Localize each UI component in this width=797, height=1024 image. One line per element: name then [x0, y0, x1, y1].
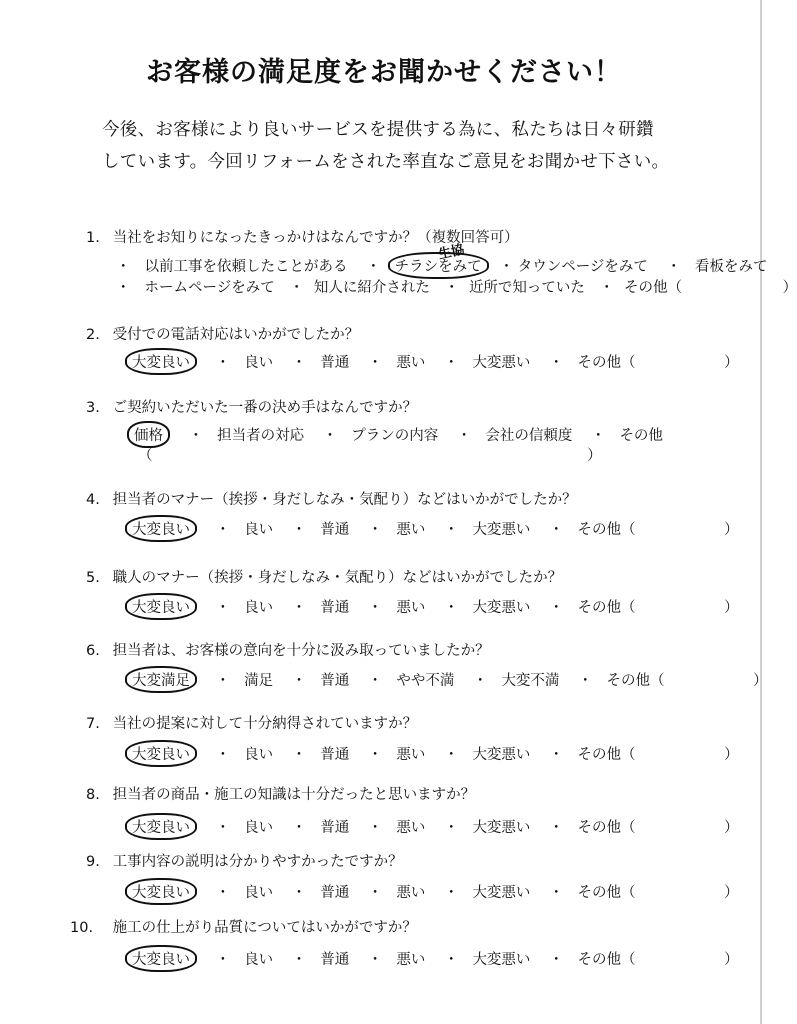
separator: ・: [291, 673, 307, 689]
option-selected[interactable]: 大変良い: [125, 945, 197, 972]
separator: ・: [215, 747, 231, 763]
option[interactable]: 普通: [320, 355, 350, 371]
option[interactable]: 悪い: [396, 522, 426, 538]
separator: ・: [472, 673, 488, 689]
paren-open: （: [138, 448, 153, 464]
separator: ・: [291, 820, 307, 836]
option[interactable]: 普通: [320, 885, 350, 901]
separator: ・: [443, 600, 459, 616]
separator: ・: [666, 259, 682, 275]
option-selected[interactable]: チラシをみて: [388, 252, 489, 279]
option[interactable]: 普通: [320, 820, 350, 836]
separator: ・: [215, 885, 231, 901]
option-selected[interactable]: 大変良い: [125, 813, 197, 840]
question-text: ご契約いただいた一番の決め手はなんですか？: [112, 400, 418, 416]
option[interactable]: 悪い: [396, 600, 426, 616]
option[interactable]: 良い: [244, 522, 274, 538]
intro-line-2: しています。今回リフォームをされた率直なご意見をお聞かせ下さい。: [102, 152, 670, 172]
option-selected[interactable]: 大変良い: [125, 593, 197, 620]
separator: ・: [215, 952, 231, 968]
question-number: 2.: [86, 327, 100, 343]
option-selected[interactable]: 価格: [127, 421, 170, 448]
intro-line-1: 今後、お客様により良いサービスを提供する為に、私たちは日々研鑽: [102, 120, 654, 140]
paren-close: ）: [724, 747, 739, 763]
separator: ・: [116, 280, 131, 296]
question-9-options: [132, 878, 739, 905]
option-other[interactable]: その他（: [577, 600, 636, 616]
option[interactable]: 悪い: [396, 885, 426, 901]
option-other[interactable]: その他: [619, 428, 663, 444]
option[interactable]: 知人に紹介された: [313, 280, 430, 296]
separator: ・: [443, 747, 459, 763]
question-6: [86, 639, 726, 660]
option[interactable]: 普通: [320, 522, 350, 538]
question-text: 当社をお知りになったきっかけはなんですか？（複数回答可）: [112, 230, 519, 246]
option[interactable]: 悪い: [396, 820, 426, 836]
separator: ・: [549, 747, 564, 763]
question-8: [86, 783, 726, 804]
separator: ・: [116, 259, 131, 275]
handwritten-note: 生協: [437, 242, 466, 263]
question-number: 5.: [86, 570, 100, 586]
separator: ・: [549, 820, 564, 836]
question-4-options: [132, 515, 739, 542]
question-number: 8.: [86, 787, 100, 803]
option[interactable]: 普通: [320, 952, 350, 968]
paren-close: ）: [587, 448, 602, 464]
option-selected[interactable]: 大変良い: [125, 348, 197, 375]
question-text: 施工の仕上がり品質についてはいかがですか？: [112, 920, 417, 936]
option-other[interactable]: その他（: [577, 885, 636, 901]
separator: ・: [215, 522, 231, 538]
separator: ・: [367, 673, 383, 689]
question-2: [86, 323, 726, 344]
separator: ・: [549, 355, 564, 371]
option[interactable]: プランの内容: [351, 428, 439, 444]
separator: ・: [367, 952, 383, 968]
question-7-options: [132, 740, 739, 767]
question-3: [86, 396, 726, 417]
separator: ・: [291, 885, 307, 901]
option[interactable]: 大変悪い: [472, 885, 531, 901]
question-text: 職人のマナー（挨拶・身だしなみ・気配り）などはいかがでしたか？: [112, 570, 563, 586]
separator: ・: [322, 428, 338, 444]
separator: ・: [549, 600, 564, 616]
separator: ・: [215, 355, 231, 371]
separator: ・: [549, 522, 564, 538]
option[interactable]: 悪い: [396, 747, 426, 763]
question-number: 10.: [70, 920, 94, 936]
separator: ・: [367, 885, 383, 901]
separator: ・: [499, 259, 514, 275]
separator: ・: [549, 885, 564, 901]
separator: ・: [291, 522, 307, 538]
separator: ・: [291, 355, 307, 371]
option[interactable]: やや不満: [396, 673, 455, 689]
option[interactable]: 普通: [320, 600, 350, 616]
question-number: 6.: [86, 643, 100, 659]
option[interactable]: 担当者の対応: [217, 428, 305, 444]
option[interactable]: 満足: [244, 673, 274, 689]
question-number: 1.: [86, 230, 100, 246]
question-5: [86, 566, 726, 587]
question-2-options: [132, 348, 739, 375]
paren-close: ）: [782, 280, 797, 296]
option[interactable]: 良い: [244, 952, 274, 968]
option[interactable]: 大変悪い: [472, 952, 531, 968]
separator: ・: [590, 428, 606, 444]
option[interactable]: 看板をみて: [695, 259, 768, 275]
separator: ・: [456, 428, 472, 444]
paren-close: ）: [753, 673, 768, 689]
option[interactable]: 良い: [244, 885, 274, 901]
question-text: 当社の提案に対して十分納得されていますか？: [112, 716, 418, 732]
option[interactable]: タウンページをみて: [517, 259, 648, 275]
separator: ・: [443, 355, 459, 371]
paren-close: ）: [724, 885, 739, 901]
option[interactable]: 普通: [320, 673, 350, 689]
separator: ・: [366, 259, 381, 275]
separator: ・: [549, 952, 564, 968]
question-text: 担当者は、お客様の意向を十分に汲み取っていましたか？: [112, 643, 490, 659]
option-selected[interactable]: 大変良い: [125, 515, 197, 542]
question-9: [86, 850, 726, 871]
separator: ・: [367, 820, 383, 836]
question-10-options: [132, 945, 739, 972]
option-selected[interactable]: 大変良い: [125, 878, 197, 905]
separator: ・: [443, 952, 459, 968]
separator: ・: [443, 522, 459, 538]
option[interactable]: 以前工事を依頼したことがある: [144, 259, 348, 275]
question-number: 3.: [86, 400, 100, 416]
question-number: 7.: [86, 716, 100, 732]
separator: ・: [289, 280, 304, 296]
option[interactable]: ホームページをみて: [144, 280, 275, 296]
separator: ・: [367, 355, 383, 371]
question-text: 受付での電話対応はいかがでしたか？: [112, 327, 360, 343]
option[interactable]: 良い: [244, 355, 274, 371]
question-1-options-row-2: [116, 276, 797, 297]
separator: ・: [444, 280, 459, 296]
option[interactable]: 悪い: [396, 952, 426, 968]
paren-close: ）: [724, 952, 739, 968]
question-5-options: [132, 593, 739, 620]
option-other[interactable]: その他（: [624, 280, 683, 296]
option[interactable]: 大変不満: [501, 673, 560, 689]
separator: ・: [215, 600, 231, 616]
option[interactable]: 普通: [320, 747, 350, 763]
option[interactable]: 大変悪い: [472, 355, 531, 371]
question-4: [86, 488, 726, 509]
separator: ・: [443, 820, 459, 836]
separator: ・: [188, 428, 204, 444]
option[interactable]: 良い: [244, 747, 274, 763]
question-10: [70, 916, 710, 937]
option[interactable]: 大変悪い: [472, 820, 531, 836]
separator: ・: [367, 522, 383, 538]
separator: ・: [578, 673, 593, 689]
intro-text: [102, 114, 702, 178]
paren-close: ）: [724, 522, 739, 538]
question-text: 担当者の商品・施工の知識は十分だったと思いますか？: [112, 787, 476, 803]
question-number: 9.: [86, 854, 100, 870]
question-text: 担当者のマナー（挨拶・身だしなみ・気配り）などはいかがでしたか？: [112, 492, 577, 508]
separator: ・: [215, 820, 231, 836]
question-3-other-line: [138, 444, 602, 465]
separator: ・: [599, 280, 615, 296]
page-title: お客様の満足度をお聞かせください！: [146, 57, 622, 88]
option[interactable]: 良い: [244, 600, 274, 616]
option[interactable]: 大変悪い: [472, 522, 531, 538]
question-8-options: [132, 813, 739, 840]
separator: ・: [443, 885, 459, 901]
paren-close: ）: [724, 820, 739, 836]
option[interactable]: 近所で知っていた: [468, 280, 585, 296]
separator: ・: [215, 673, 231, 689]
option-selected[interactable]: 大変満足: [125, 666, 197, 693]
option[interactable]: 大変悪い: [472, 747, 531, 763]
separator: ・: [367, 600, 383, 616]
option-other[interactable]: その他（: [606, 673, 665, 689]
separator: ・: [291, 952, 307, 968]
scan-edge: [760, 0, 762, 1024]
option-other[interactable]: その他（: [577, 747, 636, 763]
option-other[interactable]: その他（: [577, 522, 636, 538]
option[interactable]: 会社の信頼度: [485, 428, 573, 444]
option-other[interactable]: その他（: [577, 820, 636, 836]
option-other[interactable]: その他（: [577, 952, 636, 968]
question-6-options: [132, 666, 768, 693]
option[interactable]: 大変悪い: [472, 600, 531, 616]
question-text: 工事内容の説明は分かりやすかったですか？: [112, 854, 403, 870]
paren-close: ）: [724, 600, 739, 616]
question-7: [86, 712, 726, 733]
option[interactable]: 良い: [244, 820, 274, 836]
option-other[interactable]: その他（: [577, 355, 636, 371]
separator: ・: [367, 747, 383, 763]
question-1: [86, 226, 726, 247]
option-selected[interactable]: 大変良い: [125, 740, 197, 767]
question-number: 4.: [86, 492, 100, 508]
separator: ・: [291, 600, 307, 616]
separator: ・: [291, 747, 307, 763]
paren-close: ）: [724, 355, 739, 371]
option[interactable]: 悪い: [396, 355, 426, 371]
